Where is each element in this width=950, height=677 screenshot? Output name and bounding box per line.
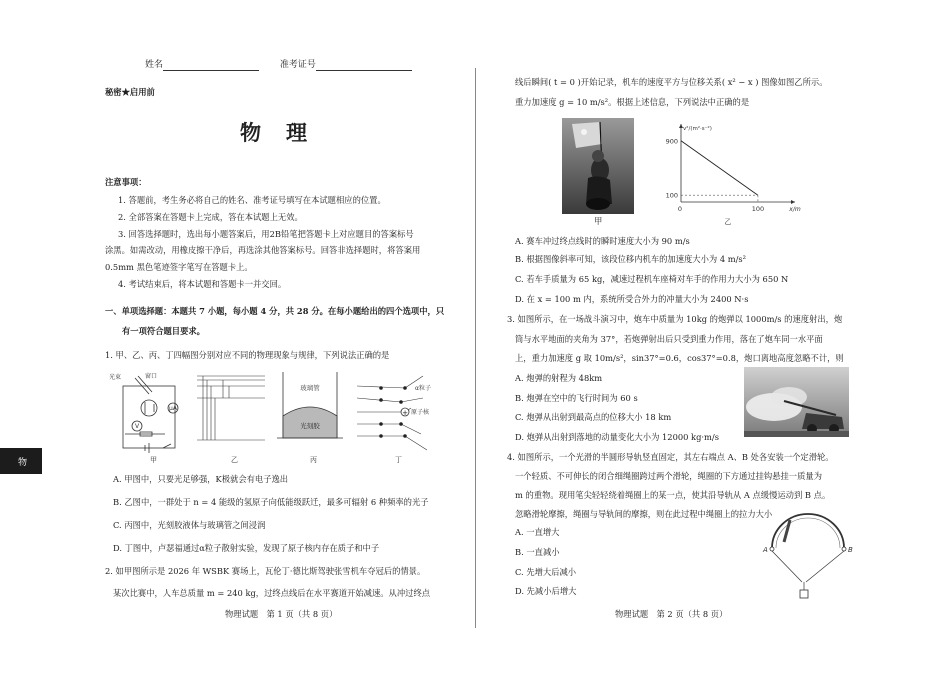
point-a-label: A [763,546,768,554]
footer-right: 物理试题 第 2 页（共 8 页） [615,609,728,619]
q2-stem-line: 线后瞬间( t = 0 )开始记录，机车的速度平方与位移关系( x² − x ) 图像如图乙所示。 [515,77,828,87]
note-item: 0.5mm 黑色笔迹签字笔写在答题卡上。 [105,262,253,272]
pulley-a-icon [770,547,774,551]
q3-stem-line: 上，重力加速度 g 取 10m/s²，sin37°=0.6，cos37°=0.8，炮口离地高度忽略不计，则 [515,353,844,363]
note-item: 2. 全部答案在答题卡上完成，答在本试题上无效。 [118,212,303,222]
notes-heading: 注意事项： [105,177,147,187]
y-axis-label: v²/(m²·s⁻²) [683,126,712,132]
q3-stem-line: 3. 如图所示，在一场战斗演习中，炮车中质量为 10kg 的炮弹以 1000m/s 的速度射出，炮 [507,314,843,324]
page-title: 物 理 [240,120,309,145]
fig-label-jia: 甲 [150,456,157,464]
exam-no-label: 准考证号 [279,60,316,70]
note-item: 涂黑。如需改动，用橡皮擦干净后，再选涂其他答案标号。回答非选择题时，将答案用 [105,245,421,255]
point-b-label: B [848,546,853,554]
q2-option-c: C. 若车手质量为 65 kg，减速过程机车座椅对车手的作用力大小为 650 N [515,274,789,284]
subject-side-tab: 物 [0,448,42,474]
fig-label-ding: 丁 [395,456,402,464]
photo-a-caption: 甲 [594,216,603,226]
q2-stem-line: 某次比赛中，人车总质量 m = 240 kg，过终点线后在水平赛道开始减速。从冲过终点 [113,588,431,598]
x-tick-label: 0 [677,205,683,213]
alpha-label: α粒子 [415,385,431,392]
artillery-photo [744,367,849,437]
q1-option-b: B. 乙图中，一群处于 n = 4 能级的氢原子向低能级跃迁，最多可辐射 6 种频率的光子 [113,497,429,507]
q4-stem-line: m 的重物。现用笔尖轻轻绕着绳圈上的某一点，使其沿导轨从 A 点缓慢运动到 B 点。 [515,490,831,500]
glass-tube-label: 玻璃管 [300,384,320,392]
x-axis-arrow [791,200,795,204]
q3-stem-line: 筒与水平地面的夹角为 37°，若炮弹射出后只受到重力作用，落在了炮车同一水平面 [515,334,823,344]
secret-label: 秘密★启用前 [105,87,155,97]
note-item: 1. 答题前，考生务必将自己的姓名、准考证号填写在本试题相应的位置。 [118,195,386,205]
q4-stem-line: 一个轻质、不可伸长的闭合细绳圈跨过两个滑轮，绳圈的下方通过挂钩悬挂一质量为 [515,471,822,481]
light-beam-label: 光束 [109,374,122,381]
svg-text:μA: μA [169,405,177,412]
v2-x-graph [655,118,815,228]
fig-label-yi: 乙 [231,456,238,464]
q1-figures [105,368,450,464]
q2-stem-line: 重力加速度 g = 10 m/s²。根据上述信息，下列说法中正确的是 [515,97,750,107]
y-tick-label: 100 [665,191,678,200]
q1-option-c: C. 丙图中，光刻胶液体与玻璃管之间浸润 [113,520,266,530]
svg-text:V: V [134,423,140,430]
page-divider [475,68,476,628]
weight-icon [800,590,808,598]
q2-option-b: B. 根据图像斜率可知，该段位移内机车的加速度大小为 4 m/s² [515,254,747,264]
q4-option-a: A. 一直增大 [515,527,560,537]
footer-left: 物理试题 第 1 页（共 8 页） [225,609,338,619]
q1-option-d: D. 丁图中，卢瑟福通过α粒子散射实验，发现了原子核内存在质子和中子 [113,543,380,553]
q4-stem-line: 忽略滑轮摩擦，绳圈与导轨间的摩擦，则在此过程中绳圈上的拉力大小 [515,509,773,519]
window-label: 窗口 [145,373,158,380]
section-heading: 一、单项选择题：本题共 7 小题，每小题 4 分，共 28 分。在每小题给出的四个选项中，只 [105,306,445,316]
motorbike-photo [562,118,634,214]
semicircle-rail-figure [760,512,860,604]
fig-label-bing: 丙 [310,456,317,464]
note-item: 4. 考试结束后，将本试题和答题卡一并交回。 [118,279,287,289]
q4-option-c: C. 先增大后减小 [515,567,577,577]
nucleus-label: 原子核 [411,409,430,416]
q4-option-d: D. 先减小后增大 [515,586,577,596]
note-item: 3. 回答选择题时，选出每小题答案后，用2B铅笔把答题卡上对应题目的答案标号 [118,229,414,239]
energy-level-figure [197,376,265,440]
pulley-b-icon [842,547,846,551]
q3-option-a: A. 炮弹的射程为 48km [515,373,603,383]
q3-option-c: C. 炮弹从出射到最高点的位移大小 18 km [515,412,672,422]
q2-stem-line: 2. 如甲图所示是 2026 年 WSBK 赛场上，瓦伦丁·德比斯驾驶张雪机车夺冠后的情景。 [105,566,426,576]
q1-option-a: A. 甲图中，只要光足够强，K极就会有电子逸出 [113,474,289,484]
q1-stem: 1. 甲、乙、丙、丁四幅图分别对应不同的物理现象与规律，下列说法正确的是 [105,350,390,360]
q2-option-a: A. 赛车冲过终点线时的瞬时速度大小为 90 m/s [515,236,690,246]
name-label: 姓名 [145,60,164,70]
y-tick-label: 900 [665,137,678,146]
section-heading-cont: 有一项符合题目要求。 [122,326,205,336]
q2-option-d: D. 在 x = 100 m 内，系统所受合外力的冲量大小为 2400 N·s [515,294,749,304]
name-field [145,60,412,71]
q4-stem-line: 4. 如图所示，一个光滑的半圆形导轨竖直固定，其左右端点 A、B 处各安装一个定滑轮。 [507,452,834,462]
svg-text:+: + [402,409,408,417]
photoelectric-circuit-figure [123,376,178,453]
q3-option-d: D. 炮弹从出射到落地的动量变化大小为 12000 kg·m/s [515,432,719,442]
photoresist-label: 光刻胶 [300,422,320,430]
x-axis-label: x/m [789,206,801,213]
data-line [681,141,758,195]
q4-option-b: B. 一直减小 [515,547,560,557]
graph-b-label: 乙 [724,218,732,226]
x-tick-label: 100 [751,205,765,213]
q3-option-b: B. 炮弹在空中的飞行时间为 60 s [515,393,638,403]
